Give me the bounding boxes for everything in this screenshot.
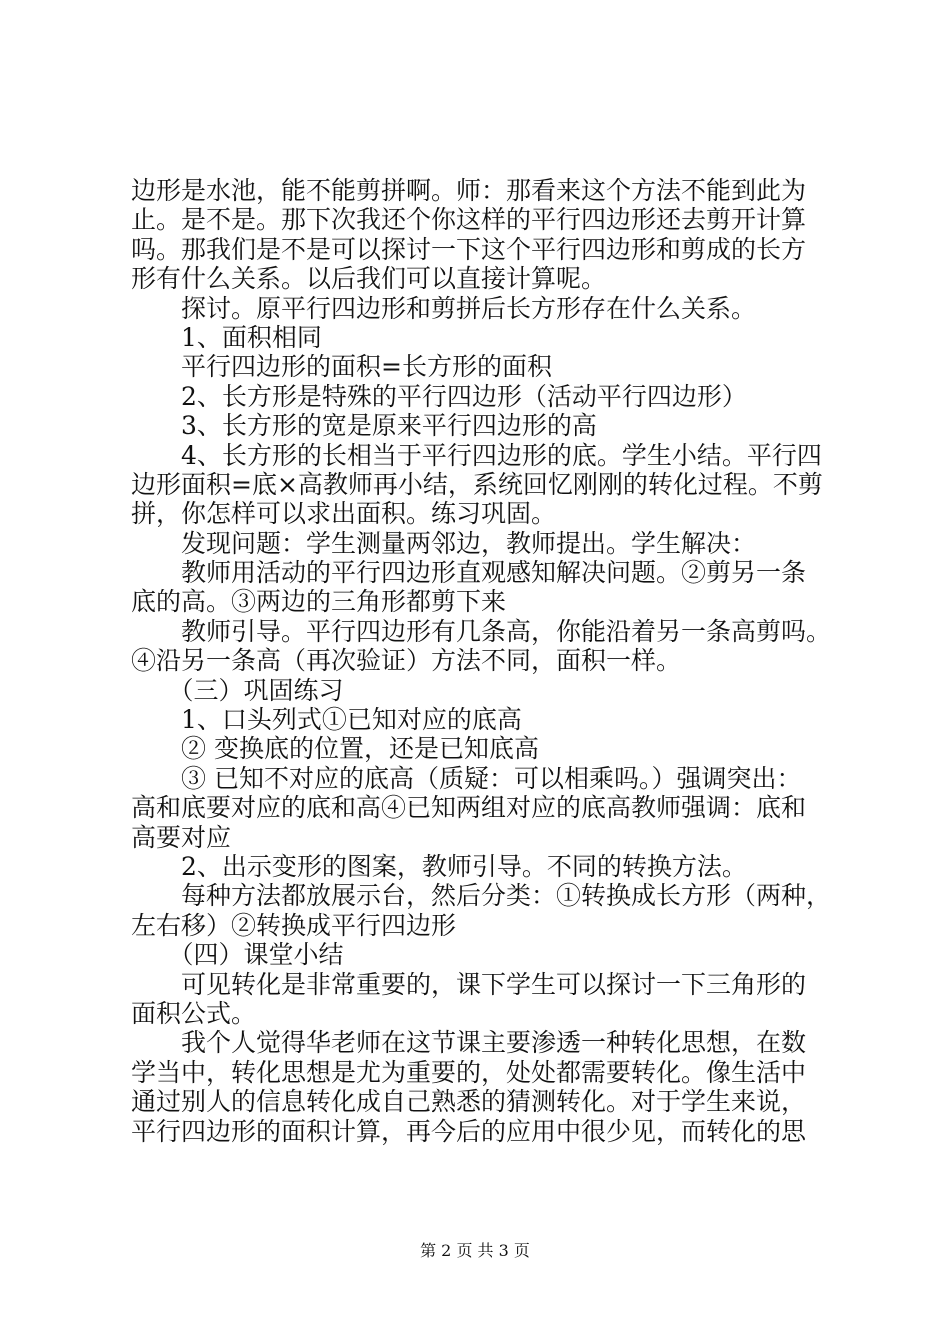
text-line: 发现问题：学生测量两邻边，教师提出。学生解决： bbox=[131, 528, 757, 558]
text-line: 面积公式。 bbox=[131, 998, 257, 1028]
text-line: 左右移）②转换成平行四边形 bbox=[131, 910, 457, 940]
text-line: 高要对应 bbox=[131, 822, 232, 852]
text-line: 我个人觉得华老师在这节课主要渗透一种转化思想，在数 bbox=[131, 1028, 807, 1058]
document-body bbox=[131, 176, 841, 1146]
text-line: 平行四边形的面积计算，再今后的应用中很少见，而转化的思 bbox=[131, 1116, 807, 1146]
page-number-footer: 第 2 页 共 3 页 bbox=[420, 1241, 530, 1260]
text-line: ② 变换底的位置，还是已知底高 bbox=[131, 734, 539, 764]
text-line: 4、长方形的长相当于平行四边形的底。学生小结。平行四 bbox=[131, 440, 822, 470]
text-line: 底的高。③两边的三角形都剪下来 bbox=[131, 587, 507, 617]
text-line: 3、长方形的宽是原来平行四边形的高 bbox=[131, 411, 597, 441]
text-line: ③ 已知不对应的底高（质疑：可以相乘吗。）强调突出： bbox=[131, 763, 802, 793]
text-line: 可见转化是非常重要的，课下学生可以探讨一下三角形的 bbox=[131, 969, 807, 999]
text-line: 拼，你怎样可以求出面积。练习巩固。 bbox=[131, 499, 557, 529]
text-line: 边形是水池，能不能剪拼啊。师：那看来这个方法不能到此为 bbox=[131, 176, 807, 205]
text-line: 学当中，转化思想是尤为重要的，处处都需要转化。像生活中 bbox=[131, 1057, 807, 1087]
text-line: 教师用活动的平行四边形直观感知解决问题。②剪另一条 bbox=[131, 558, 807, 588]
text-line: 2、出示变形的图案，教师引导。不同的转换方法。 bbox=[131, 851, 747, 881]
text-line: 平行四边形的面积=长方形的面积 bbox=[131, 352, 552, 382]
text-line: 教师引导。平行四边形有几条高，你能沿着另一条高剪吗。 bbox=[131, 616, 832, 646]
text-line: 2、长方形是特殊的平行四边形（活动平行四边形） bbox=[131, 381, 747, 411]
text-line: 高和底要对应的底和高④已知两组对应的底高教师强调：底和 bbox=[131, 793, 807, 823]
text-line: 边形面积=底×高教师再小结，系统回忆刚刚的转化过程。不剪 bbox=[131, 469, 823, 499]
text-line: 每种方法都放展示台，然后分类：①转换成长方形（两种， bbox=[131, 881, 832, 911]
text-line: （四）课堂小结 bbox=[131, 940, 344, 970]
text-line: 吗。那我们是不是可以探讨一下这个平行四边形和剪成的长方 bbox=[131, 234, 807, 264]
text-line: 1、口头列式①已知对应的底高 bbox=[131, 705, 522, 735]
text-line: 形有什么关系。以后我们可以直接计算呢。 bbox=[131, 264, 607, 294]
text-line: 止。是不是。那下次我还个你这样的平行四边形还去剪开计算 bbox=[131, 205, 807, 235]
text-line: 探讨。原平行四边形和剪拼后长方形存在什么关系。 bbox=[131, 293, 757, 323]
text-line: ④沿另一条高（再次验证）方法不同，面积一样。 bbox=[131, 646, 682, 676]
text-line: 通过别人的信息转化成自己熟悉的猜测转化。对于学生来说， bbox=[131, 1087, 807, 1117]
text-line: 1、面积相同 bbox=[131, 322, 322, 352]
text-line: （三）巩固练习 bbox=[131, 675, 344, 705]
